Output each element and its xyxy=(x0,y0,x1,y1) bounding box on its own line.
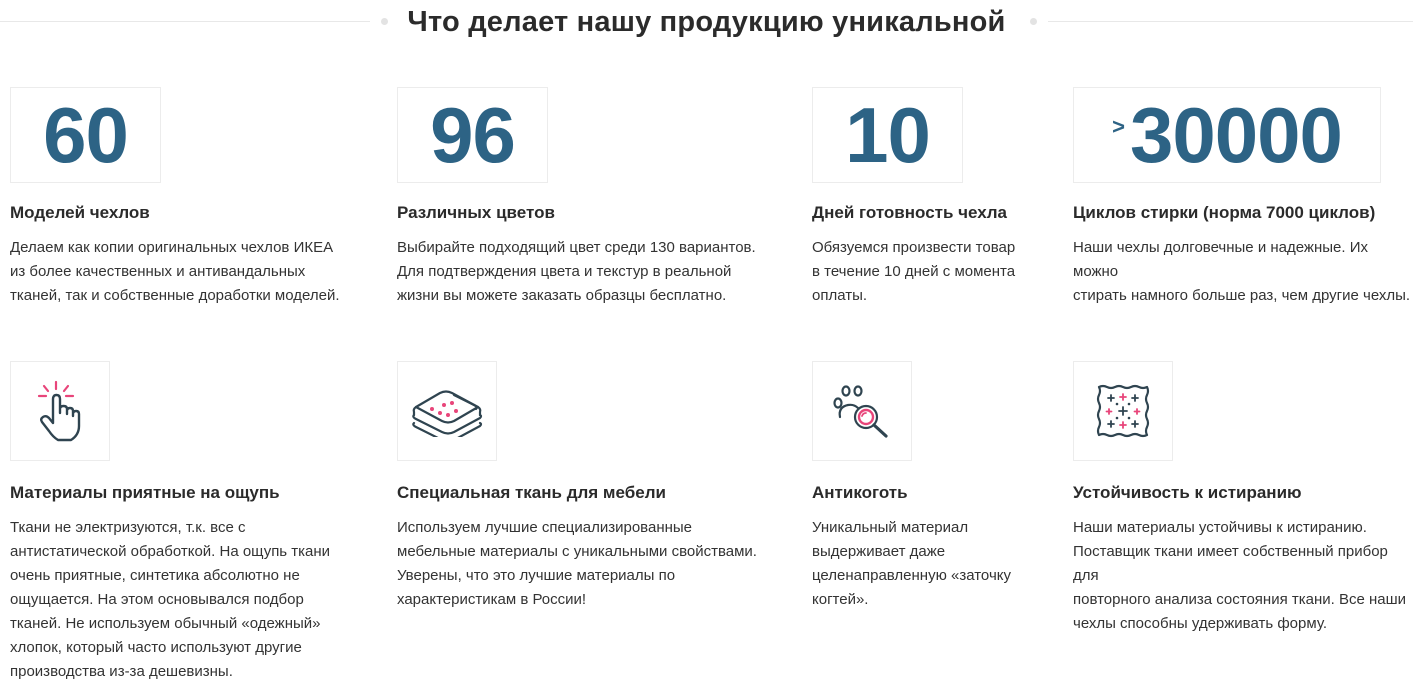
feature-title: Специальная ткань для мебели xyxy=(397,483,666,502)
stat-value: 30000 xyxy=(1129,91,1342,179)
feature-title: Антикоготь xyxy=(812,483,908,502)
feature-description-line: целенаправленную «заточку xyxy=(812,567,1011,584)
stat-card-colors xyxy=(397,87,757,308)
feature-description-line: когтей». xyxy=(812,591,869,608)
stat-title: Дней готовность чехла xyxy=(812,203,1007,222)
stat-value: 10 xyxy=(845,91,930,179)
feature-description-line: Уверены, что это лучшие материалы по xyxy=(397,567,676,584)
feature-description-line: мебельные материалы с уникальными свойствами. xyxy=(397,543,757,560)
stat-title: Моделей чехлов xyxy=(10,203,150,222)
stat-number-box xyxy=(397,87,548,183)
feature-description-line: повторного анализа состояния ткани. Все наши xyxy=(1073,591,1407,608)
stat-description-line: тканей, так и собственные доработки моделей. xyxy=(10,287,340,304)
heading-dot-right xyxy=(1030,18,1037,25)
stat-card-wash-cycles xyxy=(1073,87,1413,308)
feature-description-line: чехлы способны удерживать форму. xyxy=(1073,615,1328,632)
stat-value: 60 xyxy=(43,91,128,179)
feature-description xyxy=(1073,516,1413,636)
feature-description-line: очень приятные, синтетика абсолютно не xyxy=(10,567,300,584)
stat-description-line: из более качественных и антивандальных xyxy=(10,263,306,280)
paw-magnifier-icon xyxy=(832,381,892,441)
section-title: Что делает нашу продукцию уникальной xyxy=(407,6,1006,38)
feature-icon-box xyxy=(10,361,110,461)
feature-description-line: Ткани не электризуются, т.к. все с xyxy=(10,519,246,536)
section-heading xyxy=(0,0,1413,44)
feature-description xyxy=(10,516,350,684)
heading-divider-right xyxy=(1048,21,1413,22)
stat-title: Циклов стирки (норма 7000 циклов) xyxy=(1073,203,1376,222)
stat-card-days xyxy=(812,87,1052,308)
feature-description-line: выдерживает даже xyxy=(812,543,946,560)
feature-description-line: антистатической обработкой. На ощупь ткани xyxy=(10,543,331,560)
stat-description-line: Для подтверждения цвета и текстур в реальной xyxy=(397,263,732,280)
stat-description xyxy=(812,236,1052,308)
stat-description-line: Обязуемся произвести товар xyxy=(812,239,1016,256)
feature-card-abrasion-resistance xyxy=(1073,361,1413,636)
feature-card-soft-materials xyxy=(10,361,350,684)
feature-icon-box xyxy=(1073,361,1173,461)
stat-description-line: оплаты. xyxy=(812,287,868,304)
feature-description-line: Поставщик ткани имеет собственный прибор для xyxy=(1073,543,1388,584)
stat-title: Различных цветов xyxy=(397,203,555,222)
feature-card-anti-claw xyxy=(812,361,1052,612)
feature-card-furniture-fabric xyxy=(397,361,757,612)
feature-description xyxy=(812,516,1052,612)
touch-hand-icon xyxy=(36,379,84,443)
stat-number-box xyxy=(1073,87,1381,183)
stat-description xyxy=(397,236,757,308)
stat-description-line: жизни вы можете заказать образцы бесплатно. xyxy=(397,287,727,304)
stat-number-box xyxy=(812,87,963,183)
feature-description-line: ощущается. На этом основывался подбор xyxy=(10,591,304,608)
feature-description-line: Наши материалы устойчивы к истиранию. xyxy=(1073,519,1367,536)
feature-title: Материалы приятные на ощупь xyxy=(10,483,280,502)
feature-description-line: хлопок, который часто используют другие xyxy=(10,639,302,656)
stat-number-box xyxy=(10,87,161,183)
stat-description-line: стирать намного больше раз, чем другие чехлы. xyxy=(1073,287,1411,304)
stat-description-line: в течение 10 дней с момента xyxy=(812,263,1016,280)
stat-card-models xyxy=(10,87,350,308)
feature-description xyxy=(397,516,757,612)
stat-description xyxy=(10,236,350,308)
feature-description-line: характеристикам в России! xyxy=(397,591,587,608)
stat-description-line: Делаем как копии оригинальных чехлов ИКЕА xyxy=(10,239,334,256)
fabric-swatch-icon xyxy=(1095,383,1151,439)
feature-description-line: Уникальный материал xyxy=(812,519,969,536)
feature-description-line: Используем лучшие специализированные xyxy=(397,519,693,536)
feature-title: Устойчивость к истиранию xyxy=(1073,483,1302,502)
feature-description-line: производства из-за дешевизны. xyxy=(10,663,233,680)
feature-icon-box xyxy=(397,361,497,461)
feature-description-line: тканей. Не используем обычный «одежный» xyxy=(10,615,321,632)
stat-value: 96 xyxy=(430,91,515,179)
feature-icon-box xyxy=(812,361,912,461)
stat-description xyxy=(1073,236,1413,308)
stat-description-line: Наши чехлы долговечные и надежные. Их можно xyxy=(1073,239,1368,280)
fabric-layers-icon xyxy=(410,385,484,437)
stat-description-line: Выбирайте подходящий цвет среди 130 вариантов. xyxy=(397,239,756,256)
stat-prefix: > xyxy=(1112,114,1124,139)
